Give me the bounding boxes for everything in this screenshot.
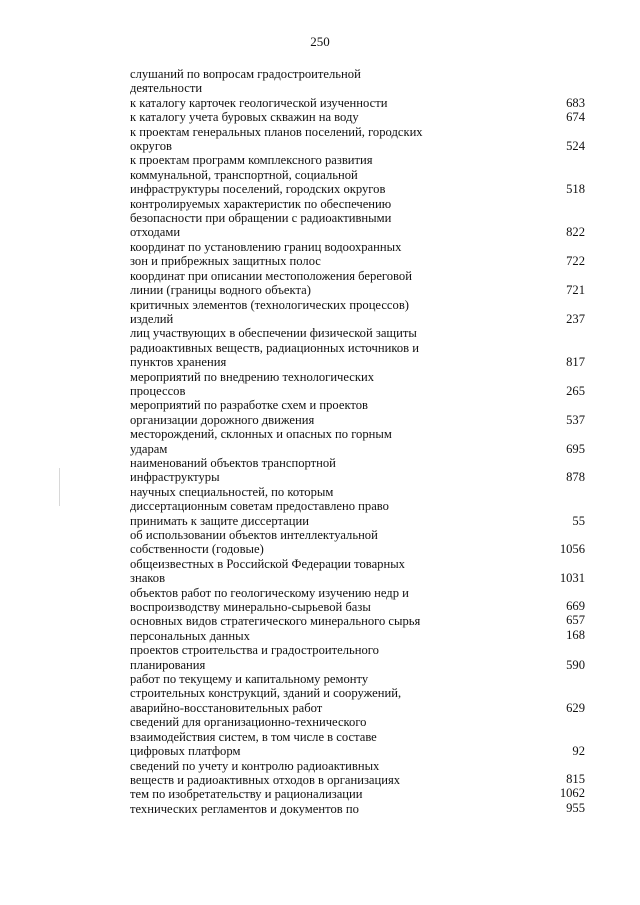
index-entry-text: об использовании объектов интеллектуальной собственности (годовые) (130, 528, 378, 557)
index-entry (130, 787, 585, 801)
index-entry (130, 528, 585, 557)
index-entry-text: слушаний по вопросам градостроительной деятельности (130, 67, 361, 96)
index-entry-page: 1031 (559, 571, 585, 586)
index-entry (130, 614, 585, 628)
index-entry-text: к проектам программ комплексного развития коммунальной, транспортной, социальной инфраструктуры поселений, городских округов (130, 153, 386, 197)
margin-artifact (59, 468, 60, 506)
index-entry (130, 240, 585, 269)
index-entry (130, 485, 585, 528)
index-entry (130, 398, 585, 427)
index-entry (130, 759, 585, 788)
index-entry (130, 629, 585, 643)
index-entry-page: 55 (572, 513, 585, 528)
index-entry (130, 456, 585, 485)
index-entry (130, 370, 585, 399)
index-entry-text: координат по установлению границ водоохранных зон и прибрежных защитных полос (130, 239, 402, 269)
index-entry-page: 1062 (559, 786, 585, 801)
index-entry-text: тем по изобретательству и рационализации (130, 787, 363, 802)
index-entry (130, 643, 585, 672)
index-entry-text: сведений для организационно-технического взаимодействия систем, в том числе в составе цифровых платформ (130, 715, 377, 759)
index-entry-page: 669 (566, 599, 585, 614)
index-entry-text: к каталогу учета буровых скважин на воду (130, 110, 359, 125)
index-entry-page: 955 (566, 800, 585, 815)
index-entry-page: 524 (566, 139, 585, 154)
index-entry-text: к проектам генеральных планов поселений, городских округов (130, 124, 423, 154)
index-entry-text: месторождений, склонных и опасных по горным ударам (130, 427, 392, 456)
index-entry (130, 427, 585, 456)
index-entry-text: основных видов стратегического минерального сырья (130, 614, 421, 629)
index-entry (130, 269, 585, 298)
index-entry-text: технических регламентов и документов по (130, 801, 359, 816)
index-entry-text: мероприятий по разработке схем и проектов организации дорожного движения (130, 398, 368, 427)
index-entry-page: 265 (566, 383, 585, 398)
index-entry-page: 537 (566, 412, 585, 427)
index-entry (130, 125, 585, 154)
index-entry-page: 629 (566, 700, 585, 715)
index-entry (130, 326, 585, 369)
index-entry-text: мероприятий по внедрению технологических процессов (130, 369, 375, 398)
index-entry-page: 1056 (559, 542, 585, 557)
index-entry-page: 815 (566, 771, 585, 786)
index-entry-text: персональных данных (130, 628, 250, 643)
index-entry-text: общеизвестных в Российской Федерации товарных знаков (130, 556, 405, 586)
index-entry-text: наименований объектов транспортной инфраструктуры (130, 455, 336, 485)
index-entry-page: 683 (566, 95, 585, 110)
page-number: 250 (310, 34, 330, 49)
index-entry (130, 153, 585, 196)
index-entry-page: 674 (566, 110, 585, 125)
index-entry (130, 586, 585, 615)
index-entry (130, 96, 585, 110)
index-entry (130, 197, 585, 240)
index-list (130, 67, 585, 816)
index-entry-page: 657 (566, 613, 585, 628)
index-entry (130, 67, 585, 96)
index-entry-page: 817 (566, 355, 585, 370)
index-entry-page: 590 (566, 657, 585, 672)
index-entry-page: 168 (566, 627, 585, 642)
index-entry-page: 721 (566, 283, 585, 298)
index-entry-text: критичных элементов (технологических процессов) изделий (130, 297, 409, 326)
index-entry (130, 298, 585, 327)
index-entry-text: работ по текущему и капитальному ремонту строительных конструкций, зданий и сооружений, аварийно-восстановительных работ (130, 672, 402, 715)
index-entry-page: 722 (566, 254, 585, 269)
index-entry-page: 822 (566, 225, 585, 240)
index-entry (130, 715, 585, 758)
index-entry-page: 237 (566, 311, 585, 326)
index-entry (130, 802, 585, 816)
index-entry (130, 557, 585, 586)
index-entry (130, 672, 585, 715)
index-entry-page: 695 (566, 441, 585, 456)
index-entry-text: сведений по учету и контролю радиоактивных веществ и радиоактивных отходов в организациях (130, 758, 401, 787)
index-entry-page: 878 (566, 470, 585, 485)
index-entry-text: лиц участвующих в обеспечении физической защиты радиоактивных веществ, радиационных источников и пунктов хранения (130, 326, 419, 370)
index-entry-text: проектов строительства и градостроительного планирования (130, 643, 379, 672)
index-entry-text: объектов работ по геологическому изучению недр и воспроизводству минерально-сырьевой базы (130, 585, 409, 615)
index-entry-page: 518 (566, 182, 585, 197)
index-entry-text: координат при описании местоположения береговой линии (границы водного объекта) (130, 268, 412, 298)
index-entry-text: контролируемых характеристик по обеспечению безопасности при обращении с радиоактивными отходами (130, 196, 392, 240)
index-entry-text: к каталогу карточек геологической изученности (130, 95, 388, 110)
index-entry-text: научных специальностей, по которым диссертационным советам предоставлено право принимать к защите диссертации (130, 484, 389, 528)
index-entry (130, 110, 585, 124)
index-entry-page: 92 (572, 744, 585, 759)
